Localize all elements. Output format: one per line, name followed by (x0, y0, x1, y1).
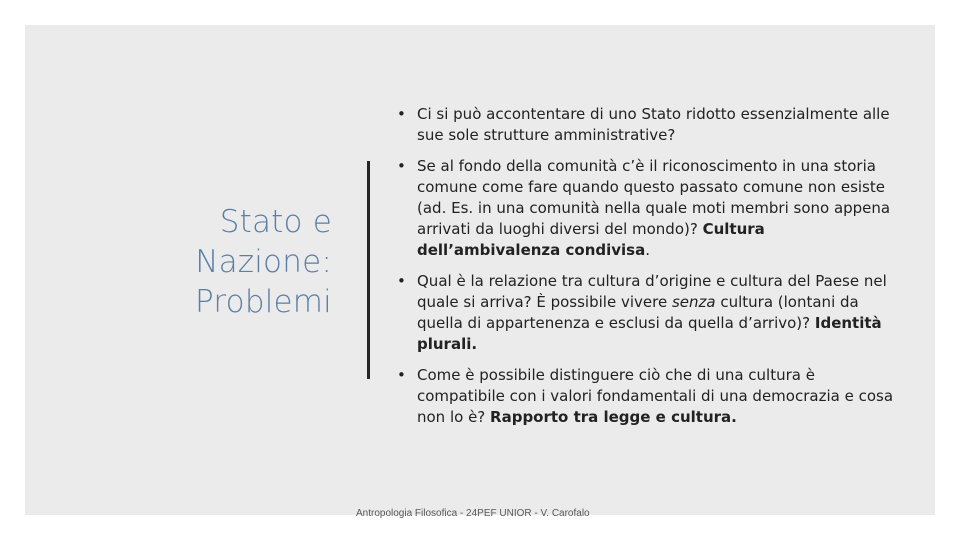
bullet-dot-icon: • (397, 366, 406, 384)
bullet-item (397, 104, 897, 146)
bullet-text-bold: Identità plurali. (417, 314, 882, 353)
bullet-text-normal: Se al fondo della comunità c’è il riconoscimento in una storia comune come fare quando questo passato comune non esiste (ad. Es. in una comunità nella quale moti membri sono appena arrivati da luoghi diversi del mondo)? (417, 157, 891, 238)
bullet-list (397, 104, 897, 438)
bullet-dot-icon: • (397, 157, 406, 175)
title-line: Problemi (195, 284, 332, 320)
slide-title (92, 202, 332, 322)
footer-text: Antropologia Filosofica - 24PEF UNIOR - V. Carofalo (356, 508, 590, 519)
bullet-dot-icon: • (397, 272, 406, 290)
vertical-divider (367, 161, 370, 379)
bullet-text-normal: . (645, 241, 650, 259)
bullet-item (397, 365, 897, 428)
bullet-text-normal: Come è possibile distinguere ciò che di una cultura è compatibile con i valori fondamentali di una democrazia e cosa non lo è? (417, 366, 894, 426)
bullet-dot-icon: • (397, 105, 406, 123)
title-line: Stato e (219, 204, 332, 240)
bullet-text-normal: Ci si può accontentare di uno Stato ridotto essenzialmente alle sue sole strutture amministrative? (417, 105, 890, 144)
bullet-text-normal: Qual è la relazione tra cultura d’origine e cultura del Paese nel quale si arriva? È possibile vivere (417, 272, 887, 311)
bullet-text-normal: cultura (lontani da quella di appartenenza e esclusi da quella d’arrivo)? (417, 293, 859, 332)
bullet-item (397, 156, 897, 261)
title-line: Nazione: (195, 244, 332, 280)
bullet-item (397, 271, 897, 355)
bullet-text-italic: senza (671, 293, 716, 311)
bullet-text-bold: Rapporto tra legge e cultura. (490, 408, 737, 426)
bullet-text-bold: Cultura dell’ambivalenza condivisa (417, 220, 765, 259)
